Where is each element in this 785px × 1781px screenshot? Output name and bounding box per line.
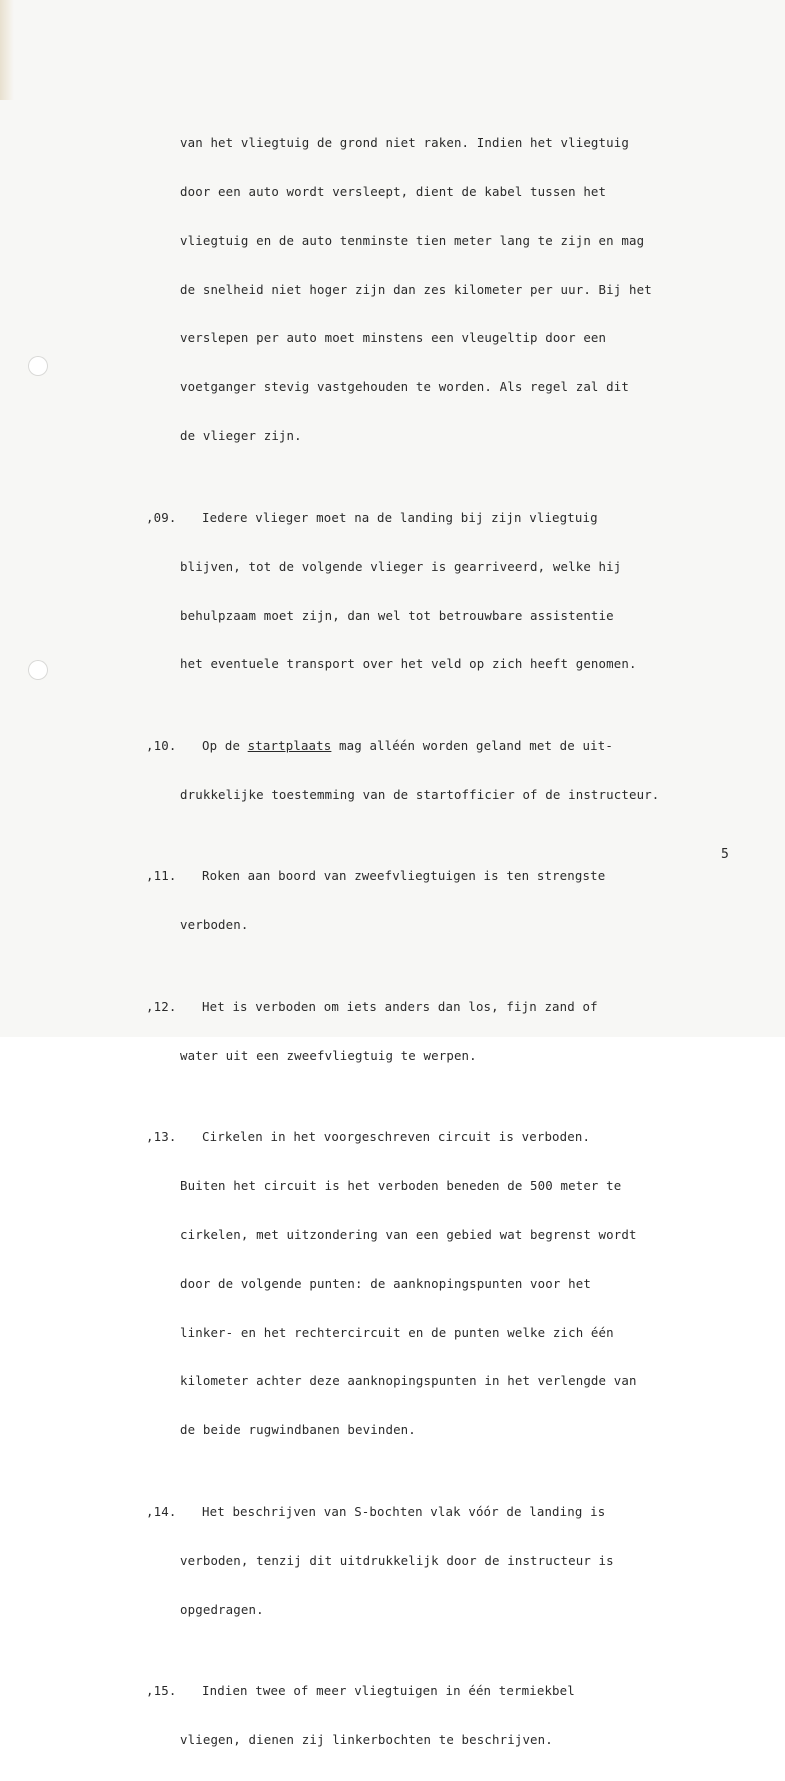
rule-number: ,09. [146, 509, 177, 525]
punch-hole-top [28, 356, 48, 376]
text-line: cirkelen, met uitzondering van een gebied wat begrenst wordt [180, 1226, 637, 1242]
page-number: 5 [721, 847, 729, 862]
text-line: behulpzaam moet zijn, dan wel tot betrouwbare assistentie [180, 607, 614, 623]
text-line: verslepen per auto moet minstens een vleugeltip door een [180, 330, 607, 346]
text-line: voetganger stevig vastgehouden te worden. Als regel zal dit [180, 379, 629, 395]
rule-text-pre: Op de [202, 737, 248, 753]
rule-text: Cirkelen in het voorgeschreven circuit is verboden. [202, 1129, 591, 1144]
text-line: de vlieger zijn. [180, 428, 302, 444]
text-line: drukkelijke toestemming van de startofficier of de instructeur. [180, 786, 660, 802]
rule-item-15 [146, 1683, 659, 1699]
text-line: van het vliegtuig de grond niet raken. Indien het vliegtuig [180, 134, 629, 150]
paper-stain [0, 0, 14, 100]
rule-number: ,11. [146, 868, 177, 884]
text-line: blijven, tot de volgende vlieger is gearriveerd, welke hij [180, 558, 622, 574]
rule-number: ,14. [146, 1503, 177, 1519]
text-line: opgedragen. [180, 1601, 264, 1617]
rule-item-11 [146, 868, 659, 884]
rule-number: ,13. [146, 1129, 177, 1144]
text-line: water uit een zweefvliegtuig te werpen. [180, 1047, 477, 1063]
rule-item-13 [146, 1129, 659, 1145]
rule-number: ,10. [146, 737, 177, 753]
text-line: kilometer achter deze aanknopingspunten in het verlengde van [180, 1373, 637, 1389]
rule-text: Het beschrijven van S-bochten vlak vóór de landing is [202, 1503, 606, 1519]
rule-text: Iedere vlieger moet na de landing bij zijn vliegtuig [202, 509, 598, 525]
text-line: linker- en het rechtercircuit en de punten welke zich één [180, 1324, 614, 1340]
rule-item-09 [146, 510, 659, 526]
text-line: Buiten het circuit is het verboden beneden de 500 meter te [180, 1177, 622, 1193]
rule-item-10 [146, 738, 659, 754]
rule-text: Roken aan boord van zweefvliegtuigen is ten strengste [202, 868, 606, 884]
text-line: door een auto wordt versleept, dient de kabel tussen het [180, 183, 607, 199]
rule-item-12 [146, 999, 659, 1015]
text-line: de snelheid niet hoger zijn dan zes kilometer per uur. Bij het [180, 281, 652, 297]
text-line: verboden. [180, 917, 249, 933]
text-line: het eventuele transport over het veld op zich heeft genomen. [180, 656, 637, 672]
rule-number: ,12. [146, 998, 177, 1014]
typed-text-body [146, 86, 659, 1781]
text-line: vliegtuig en de auto tenminste tien meter lang te zijn en mag [180, 232, 645, 248]
rule-number: ,15. [146, 1683, 177, 1699]
rule-text: Het is verboden om iets anders dan los, fijn zand of [202, 998, 598, 1014]
text-line: door de volgende punten: de aanknopingspunten voor het [180, 1275, 591, 1291]
punch-hole-bottom [28, 660, 48, 680]
rule-text: Indien twee of meer vliegtuigen in één termiekbel [202, 1683, 575, 1699]
underlined-term: startplaats [247, 737, 332, 753]
text-line: de beide rugwindbanen bevinden. [180, 1422, 416, 1438]
rule-text-post: mag alléén worden geland met de uit- [331, 737, 613, 753]
text-line: verboden, tenzij dit uitdrukkelijk door de instructeur is [180, 1552, 614, 1568]
text-line: vliegen, dienen zij linkerbochten te beschrijven. [180, 1731, 553, 1747]
rule-item-14 [146, 1504, 659, 1520]
